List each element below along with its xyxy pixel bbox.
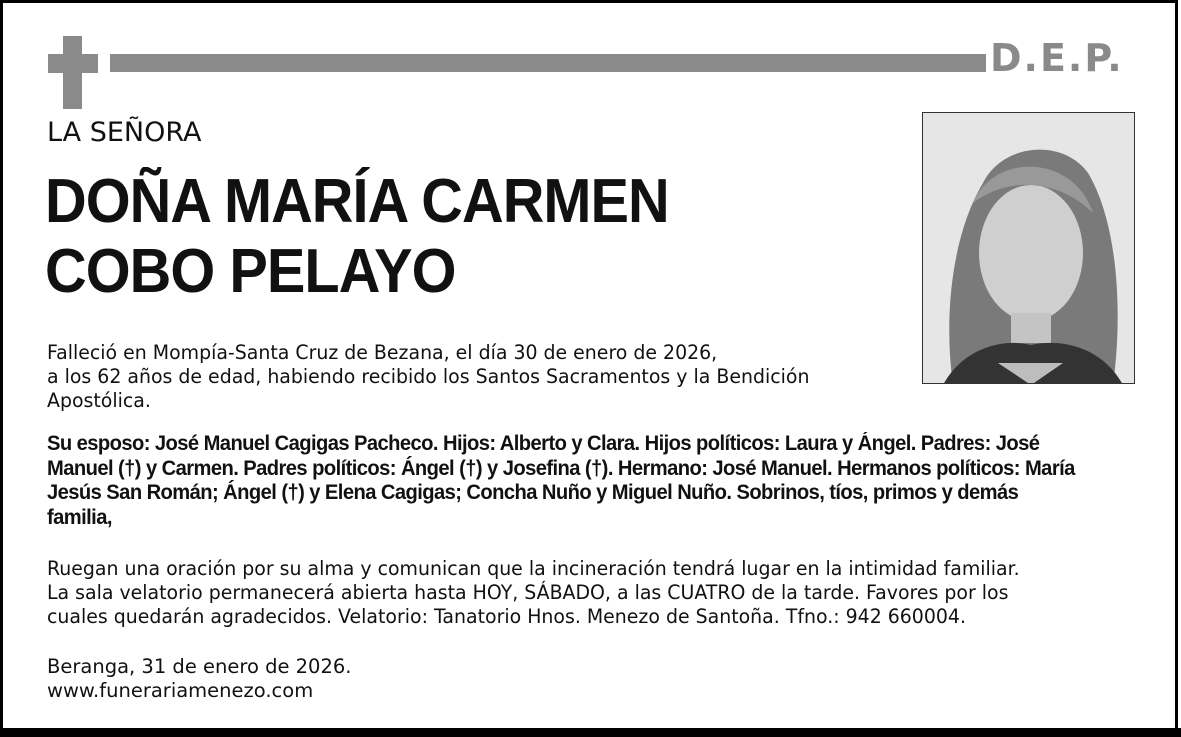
deceased-name — [45, 167, 669, 307]
dep-label: D.E.P. — [990, 36, 1124, 80]
request-line: cuales quedarán agradecidos. Velatorio: Tanatorio Hnos. Menezo de Santoña. Tfno.: 942 660004. — [47, 605, 966, 628]
death-info-line: Falleció en Mompía-Santa Cruz de Bezana, el día 30 de enero de 2026, — [47, 341, 718, 364]
death-info — [47, 341, 809, 413]
website-link[interactable]: www.funerariamenezo.com — [47, 679, 314, 702]
name-line-1: DOÑA MARÍA CARMEN — [45, 167, 669, 236]
death-info-line: Apostólica. — [47, 389, 151, 412]
footer — [47, 655, 351, 703]
place-date: Beranga, 31 de enero de 2026. — [47, 655, 352, 678]
death-info-line: a los 62 años de edad, habiendo recibido los Santos Sacramentos y la Bendición — [47, 365, 810, 388]
request-line: Ruegan una oración por su alma y comunican que la incineración tendrá lugar en la intimidad familiar. — [47, 557, 1020, 580]
request-line: La sala velatorio permanecerá abierta hasta HOY, SÁBADO, a las CUATRO de la tarde. Favores por los — [47, 581, 1009, 604]
name-line-2: COBO PELAYO — [45, 237, 456, 306]
request-text — [47, 557, 1020, 629]
cross-icon-arm — [48, 54, 98, 73]
family-list: Su esposo: José Manuel Cagigas Pacheco. Hijos: Alberto y Clara. Hijos políticos: Laura y Ángel. Padres: José Manuel (†) y Carmen. Padres políticos: Ángel (†) y Josefina (†). Hermano: José Manuel. Hermanos políticos: María Jesús San Román; Ángel (†) y Elena Cagigas; Concha Nuño y Miguel Nuño. Sobrinos, tíos, primos y demás familia, — [47, 432, 1075, 529]
deceased-photo — [922, 112, 1135, 384]
header-rule — [110, 54, 986, 72]
bottom-border — [0, 728, 1181, 737]
intro-label: LA SEÑORA — [47, 117, 202, 148]
